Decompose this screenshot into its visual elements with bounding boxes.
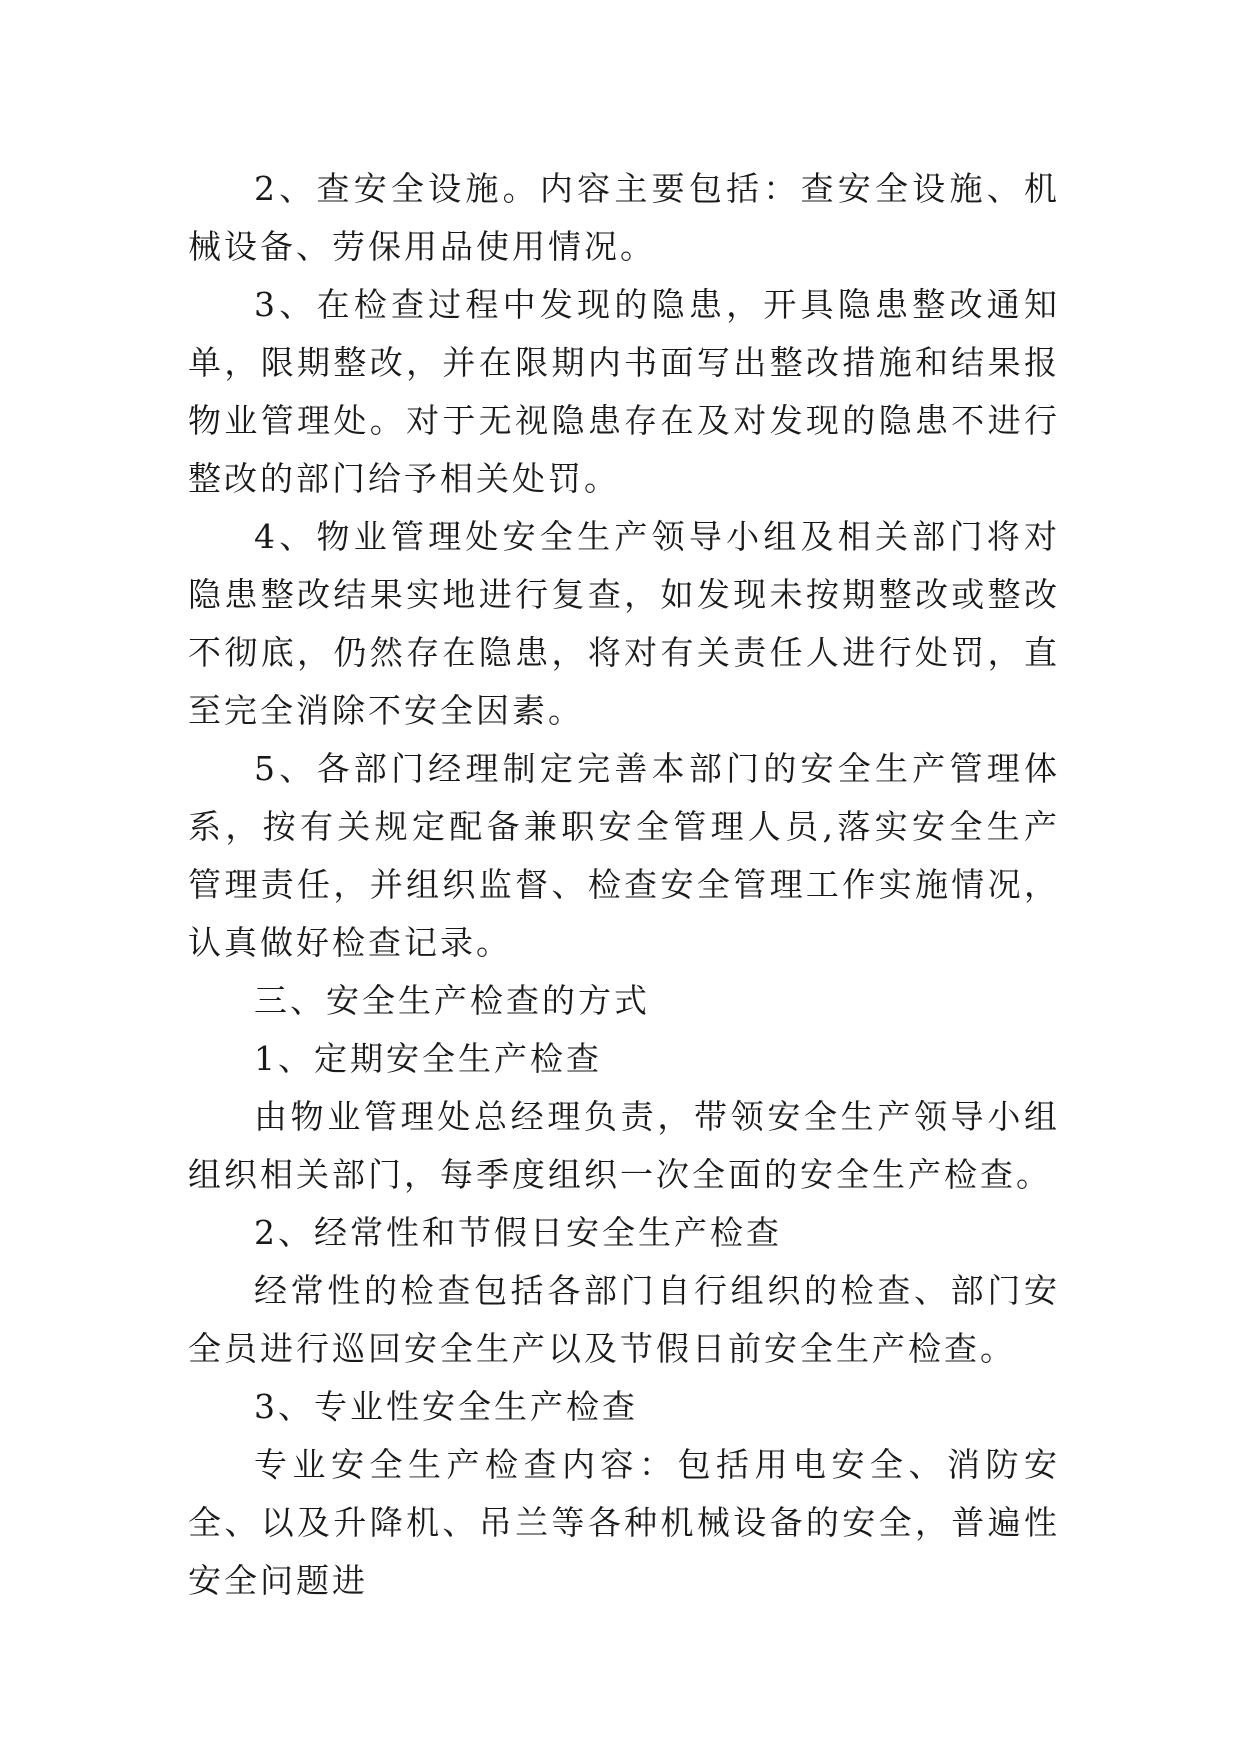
paragraph-item-4-review: 4、物业管理处安全生产领导小组及相关部门将对隐患整改结果实地进行复查，如发现未按期整改或整改不彻底，仍然存在隐患，将对有关责任人进行处罚，直至完全消除不安全因素。	[188, 517, 1060, 730]
paragraph-item-5-management-system: 5、各部门经理制定完善本部门的安全生产管理体系，按有关规定配备兼职安全管理人员,落实安全生产管理责任，并组织监督、检查安全管理工作实施情况，认真做好检查记录。	[188, 749, 1060, 962]
paragraph-professional-inspection: 专业安全生产检查内容：包括用电安全、消防安全、以及升降机、吊兰等各种机械设备的安全，普遍性安全问题进	[188, 1445, 1060, 1600]
paragraph-item-3-hazard-rectification: 3、在检查过程中发现的隐患，开具隐患整改通知单，限期整改，并在限期内书面写出整改措施和结果报物业管理处。对于无视隐患存在及对发现的隐患不进行整改的部门给予相关处罚。	[188, 285, 1060, 498]
subheading-professional-inspection: 3、专业性安全生产检查	[254, 1387, 638, 1426]
paragraph-item-2-safety-facilities: 2、查安全设施。内容主要包括：查安全设施、机械设备、劳保用品使用情况。	[188, 169, 1060, 266]
section-heading-inspection-methods: 三、安全生产检查的方式	[254, 981, 650, 1020]
paragraph-routine-holiday-inspection: 经常性的检查包括各部门自行组织的检查、部门安全员进行巡回安全生产以及节假日前安全生产检查。	[188, 1271, 1060, 1368]
subheading-regular-inspection: 1、定期安全生产检查	[254, 1039, 602, 1078]
document-body	[188, 160, 1060, 1610]
subheading-routine-holiday-inspection: 2、经常性和节假日安全生产检查	[254, 1213, 782, 1252]
paragraph-regular-inspection: 由物业管理处总经理负责，带领安全生产领导小组组织相关部门，每季度组织一次全面的安全生产检查。	[188, 1097, 1060, 1194]
